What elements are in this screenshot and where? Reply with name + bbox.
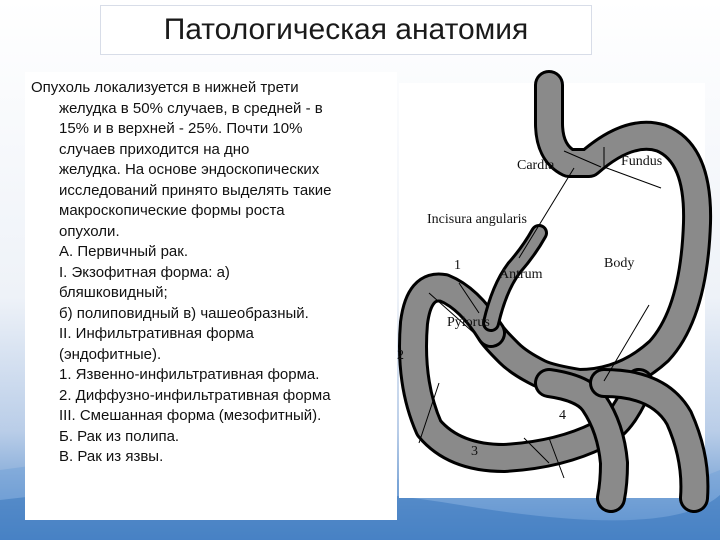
body-text-line: А. Первичный рак. (59, 243, 188, 260)
body-text-line: (эндофитные). (59, 345, 162, 363)
body-text-line: 15% и в верхней - 25%. Почти 10% (59, 120, 303, 137)
body-text-line: 1. Язвенно-инфильтративная форма. (59, 366, 320, 383)
page-title: Патологическая анатомия (100, 5, 592, 55)
body-text-line: 2. Диффузно-инфильтративная форма (59, 386, 331, 404)
label-fundus: Fundus (621, 154, 663, 169)
stomach-diagram-svg (399, 83, 705, 498)
body-text-line: II. Инфильтративная форма (59, 325, 254, 342)
label-region-4: 4 (559, 408, 566, 423)
body-text-line: случаев приходится на дно (59, 140, 250, 158)
body-text (31, 78, 391, 468)
body-text-line: I. Экзофитная форма: а) (59, 263, 230, 281)
label-region-2: 2 (397, 348, 404, 363)
stomach-diagram (399, 83, 705, 498)
label-body: Body (604, 256, 635, 271)
label-antrum: Antrum (499, 267, 543, 282)
body-text-line: опухоли. (59, 222, 120, 240)
body-text-line: желудка. На основе эндоскопических (59, 161, 320, 178)
text-panel (25, 72, 397, 520)
body-text-line: бляшковидный; (59, 284, 168, 301)
body-text-line: исследований принято выделять такие (59, 181, 332, 199)
label-cardia: Cardia (517, 158, 555, 173)
body-text-line: макроскопические формы роста (59, 202, 285, 219)
body-text-line: Б. Рак из полипа. (59, 427, 180, 445)
body-text-line: В. Рак из язвы. (59, 448, 164, 465)
body-text-line: б) полиповидный в) чашеобразный. (59, 304, 309, 322)
body-text-line: желудка в 50% случаев, в средней - в (59, 99, 323, 117)
body-text-line: III. Смешанная форма (мезофитный). (59, 407, 322, 424)
label-region-1: 1 (454, 258, 461, 273)
label-incisura: Incisura angularis (427, 212, 527, 227)
label-region-3: 3 (471, 444, 478, 459)
body-text-line: Опухоль локализуется в нижней трети (31, 79, 299, 96)
label-pylorus: Pylorus (447, 315, 490, 330)
